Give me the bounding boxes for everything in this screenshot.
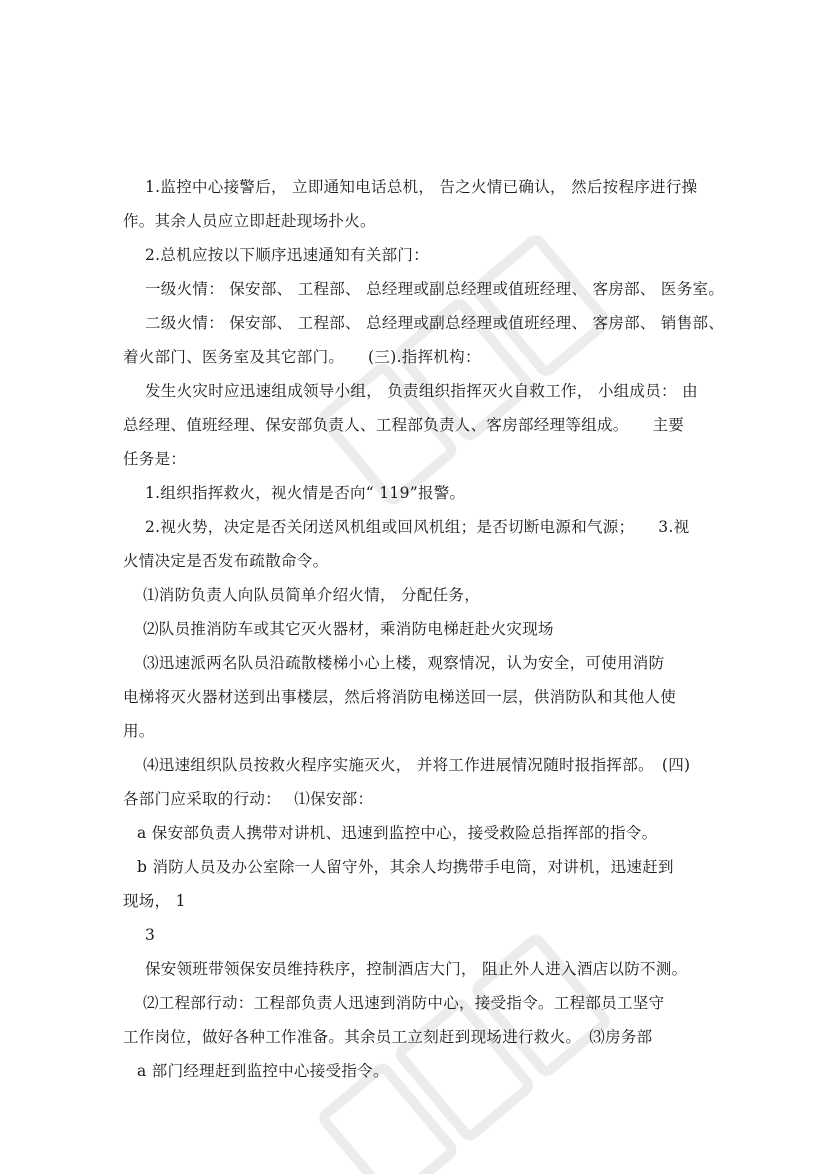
text-line: a 保安部负责人携带对讲机、迅速到监控中心，接受救险总指挥部的指令。 bbox=[137, 824, 658, 842]
text-line: 各部门应采取的行动： ⑴保安部： bbox=[123, 790, 374, 808]
text-line: 电梯将灭火器材送到出事楼层，然后将消防电梯送回一层，供消防队和其他人使 bbox=[123, 688, 677, 706]
text-line: ⑵队员推消防车或其它灭火器材，乘消防电梯赶赴火灾现场 bbox=[143, 620, 554, 638]
text-line: 1.组织指挥救火，视火情是否向“ 119”报警。 bbox=[145, 484, 466, 502]
text-line: 总经理、值班经理、保安部负责人、工程部负责人、客房部经理等组成。 主要 bbox=[123, 416, 685, 434]
text-line: ⑴消防负责人向队员简单介绍火情， 分配任务， bbox=[143, 586, 481, 604]
text-line: 发生火灾时应迅速组成领导小组， 负责组织指挥灭火自救工作， 小组成员： 由 bbox=[145, 382, 698, 400]
text-line: a 部门经理赶到监控中心接受指令。 bbox=[137, 1062, 389, 1080]
text-line: ⑶迅速派两名队员沿疏散楼梯小心上楼，观察情况，认为安全，可使用消防 bbox=[143, 654, 665, 672]
text-line: 现场， 1 bbox=[123, 892, 186, 910]
text-line: 1.监控中心接警后， 立即通知电话总机， 告之火情已确认， 然后按程序进行操 bbox=[145, 178, 698, 196]
text-line: 火情决定是否发布疏散命令。 bbox=[123, 552, 329, 570]
text-line: 2.总机应按以下顺序迅速通知有关部门： bbox=[145, 246, 429, 264]
text-line: 用。 bbox=[123, 722, 155, 740]
text-line: 着火部门、医务室及其它部门。 (三).指挥机构： bbox=[123, 348, 481, 366]
text-line: 2.视火势，决定是否关闭送风机组或回风机组；是否切断电源和气源； 3.视 bbox=[145, 518, 690, 536]
text-line: ⑷迅速组织队员按救火程序实施灭火， 并将工作进展情况随时报指挥部。 (四) bbox=[143, 756, 691, 774]
text-line: 作。其余人员应立即赶赴现场扑火。 bbox=[123, 212, 376, 230]
text-line: b 消防人员及办公室除一人留守外，其余人均携带手电筒，对讲机，迅速赶到 bbox=[137, 858, 674, 876]
text-line: 一级火情： 保安部、 工程部、 总经理或副总经理或值班经理、 客房部、 医务室。 bbox=[145, 280, 725, 298]
text-line: 二级火情： 保安部、 工程部、 总经理或副总经理或值班经理、 客房部、 销售部、 bbox=[145, 314, 725, 332]
text-line: 保安领班带领保安员维持秩序，控制酒店大门， 阻止外人进入酒店以防不测。 bbox=[145, 960, 688, 978]
text-line: 工作岗位，做好各种工作准备。其余员工立刻赶到现场进行救火。 ⑶房务部 bbox=[123, 1028, 653, 1046]
text-line: 任务是： bbox=[123, 450, 187, 468]
text-line: ⑵工程部行动：工程部负责人迅速到消防中心，接受指令。工程部员工坚守 bbox=[143, 994, 665, 1012]
document-body bbox=[123, 170, 725, 1088]
page-number: 3 bbox=[145, 926, 156, 944]
